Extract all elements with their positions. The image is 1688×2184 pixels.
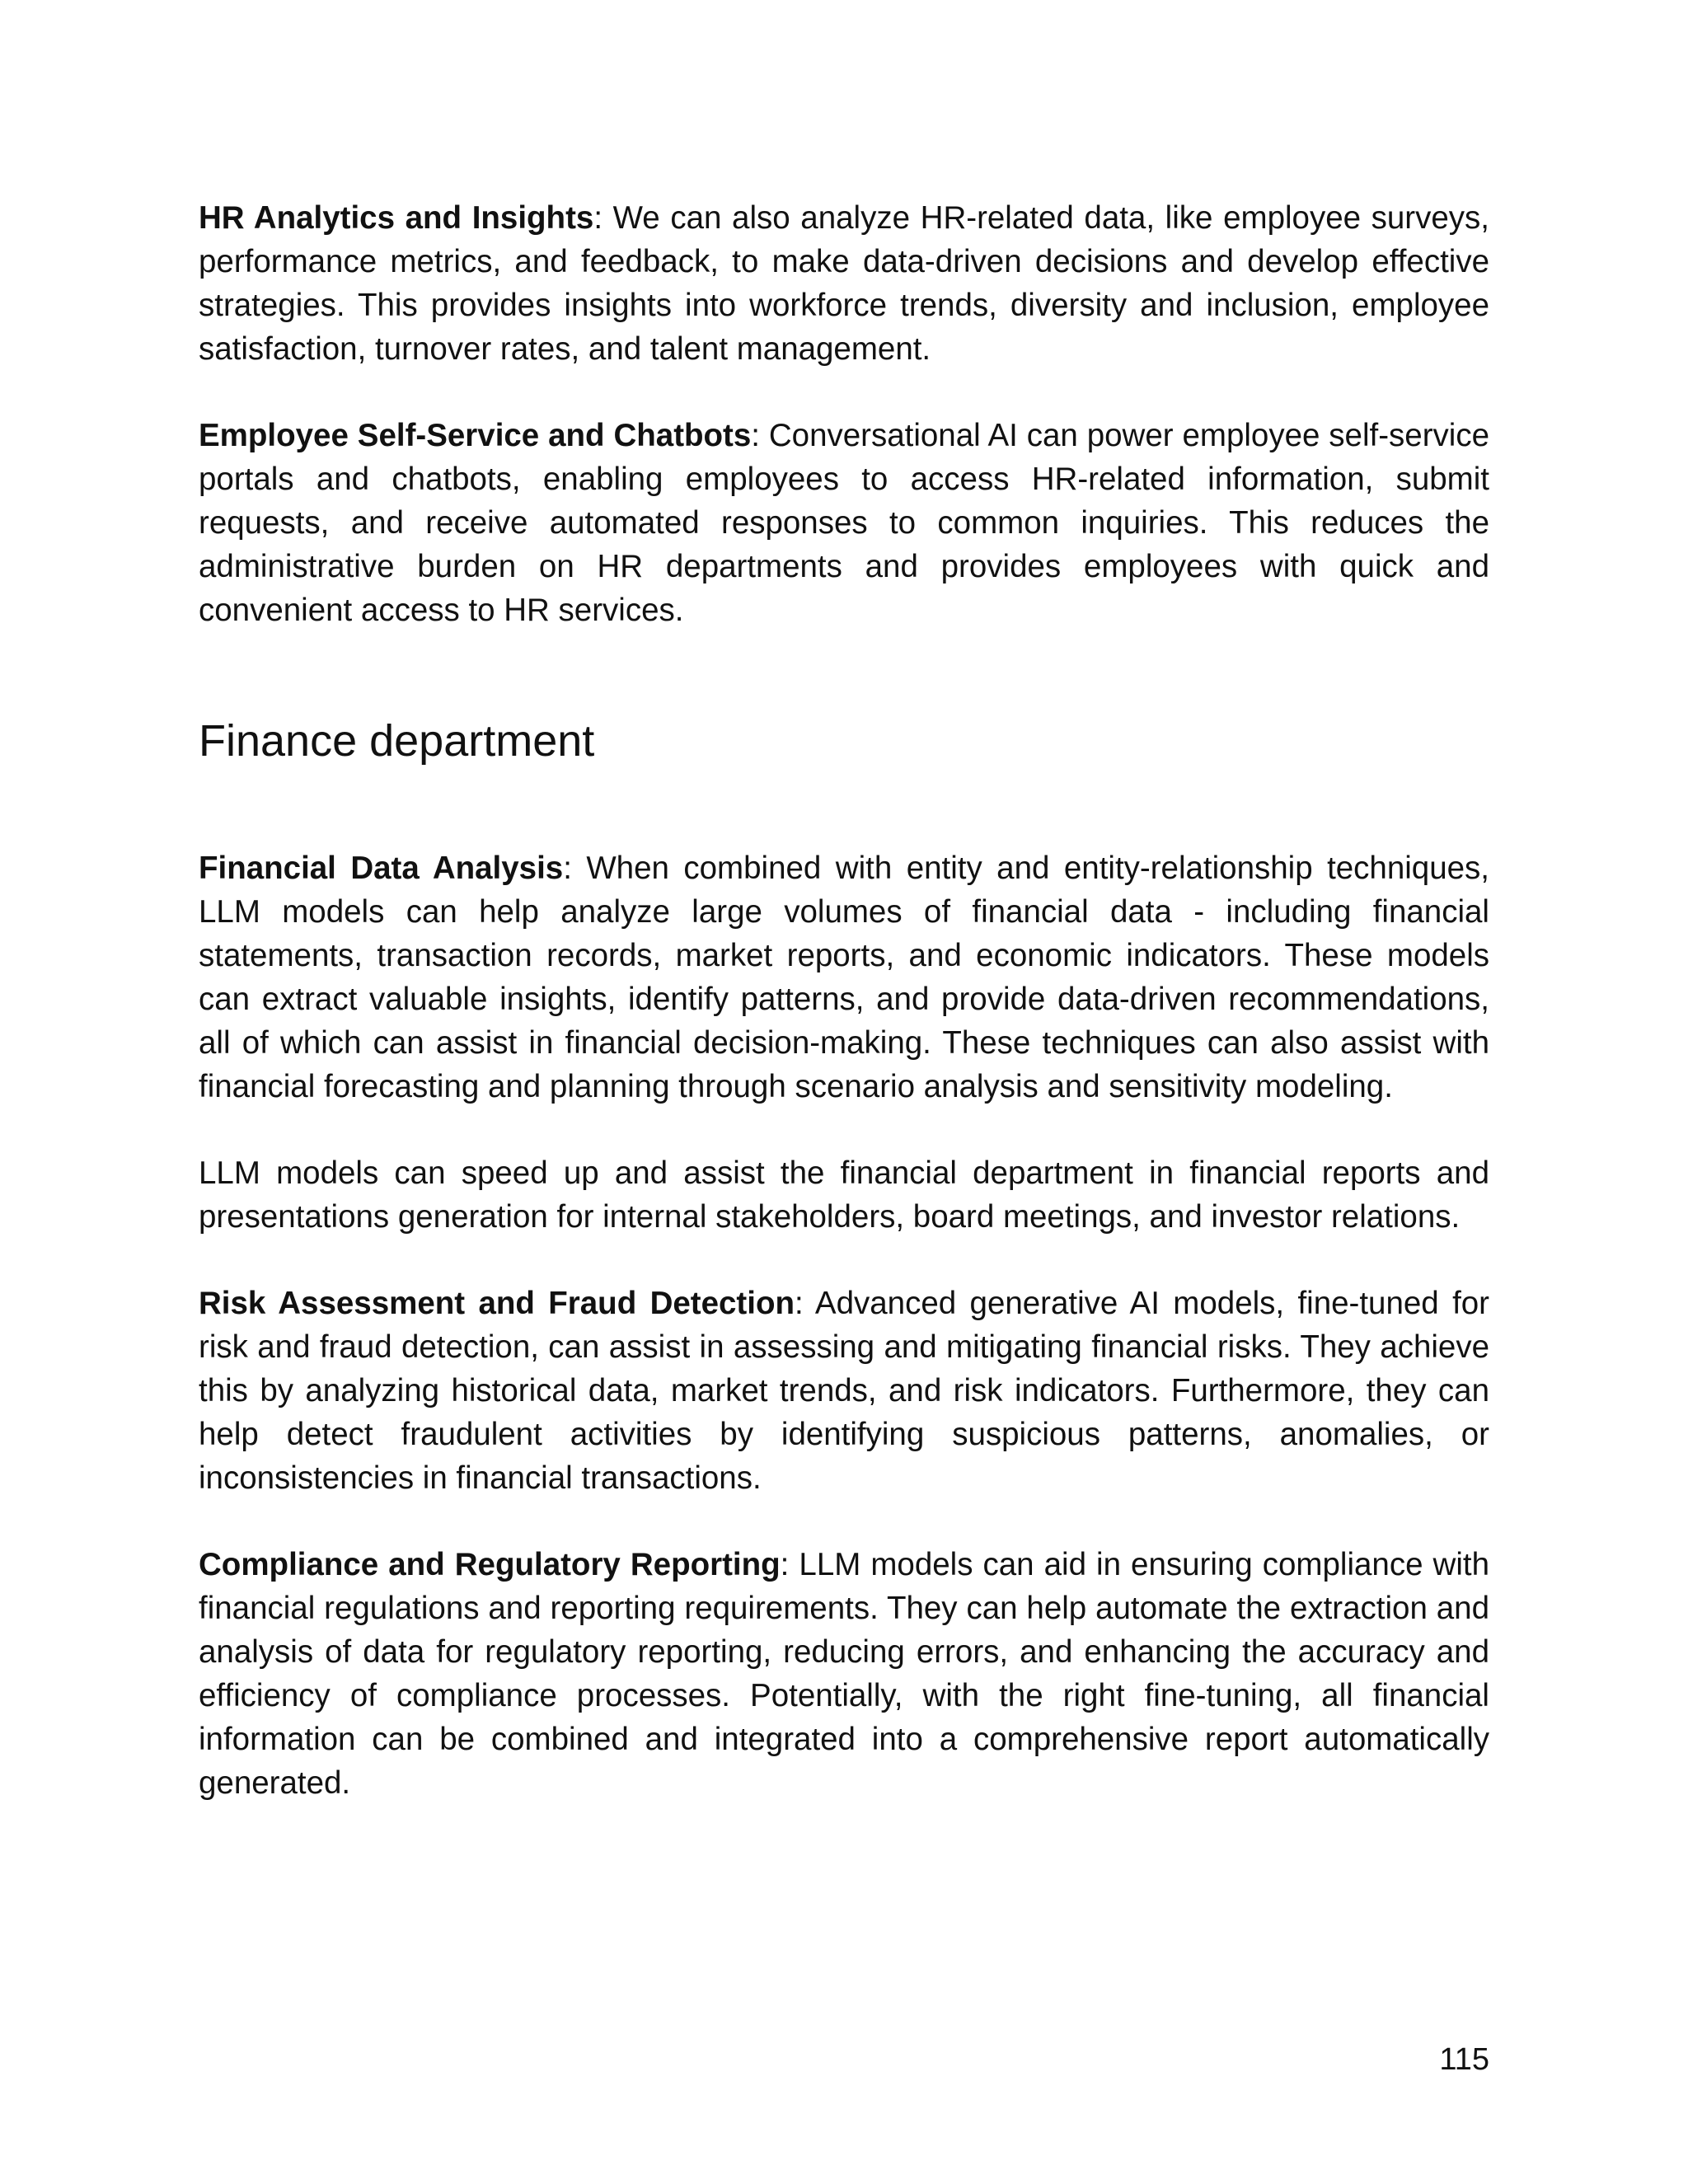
term-employee-self-service: Employee Self-Service and Chatbots	[199, 418, 752, 453]
body-employee-self-service: : Conversational AI can power employee self-service portals and chatbots, enabling employees to access HR-related information, submit requests, and receive automated responses to common inquiries. This reduces the administrative burden on HR departments and provides employees with quick and convenient access to HR services.	[199, 418, 1489, 628]
body-financial-data-analysis: : When combined with entity and entity-relationship techniques, LLM models can help analyze large volumes of financial data - including financial statements, transaction records, market reports, and economic indicators. These models can extract valuable insights, identify patterns, and provide data-driven recommendations, all of which can assist in financial decision-making. These techniques can also assist with financial forecasting and planning through scenario analysis and sensitivity modeling.	[199, 851, 1489, 1104]
paragraph-employee-self-service	[199, 414, 1489, 632]
term-financial-data-analysis: Financial Data Analysis	[199, 851, 564, 886]
section-heading-finance: Finance department	[199, 716, 595, 766]
paragraph-financial-data-analysis	[199, 846, 1489, 1108]
body-hr-analytics: : We can also analyze HR-related data, like employee surveys, performance metrics, and feedback, to make data-driven decisions and develop effective strategies. This provides insights into workforce trends, diversity and inclusion, employee satisfaction, turnover rates, and talent management.	[199, 200, 1489, 367]
body-financial-reports: LLM models can speed up and assist the financial department in financial reports and presentations generation for internal stakeholders, board meetings, and investor relations.	[199, 1155, 1489, 1235]
page-content	[199, 196, 1489, 1848]
paragraph-hr-analytics	[199, 196, 1489, 371]
term-compliance-reporting: Compliance and Regulatory Reporting	[199, 1547, 781, 1582]
term-risk-assessment: Risk Assessment and Fraud Detection	[199, 1286, 795, 1321]
page-number: 115	[1439, 2042, 1489, 2077]
body-compliance-reporting: : LLM models can aid in ensuring compliance with financial regulations and reporting requirements. They can help automate the extraction and analysis of data for regulatory reporting, reducing errors, and enhancing the accuracy and efficiency of compliance processes. Potentially, with the right fine-tuning, all financial information can be combined and integrated into a comprehensive report automatically generated.	[199, 1547, 1489, 1801]
body-risk-assessment: : Advanced generative AI models, fine-tuned for risk and fraud detection, can assist in assessing and mitigating financial risks. They achieve this by analyzing historical data, market trends, and risk indicators. Furthermore, they can help detect fraudulent activities by identifying suspicious patterns, anomalies, or inconsistencies in financial transactions.	[199, 1286, 1489, 1496]
paragraph-risk-assessment	[199, 1282, 1489, 1500]
term-hr-analytics: HR Analytics and Insights	[199, 200, 594, 236]
paragraph-compliance-reporting	[199, 1543, 1489, 1805]
paragraph-financial-reports	[199, 1151, 1489, 1239]
